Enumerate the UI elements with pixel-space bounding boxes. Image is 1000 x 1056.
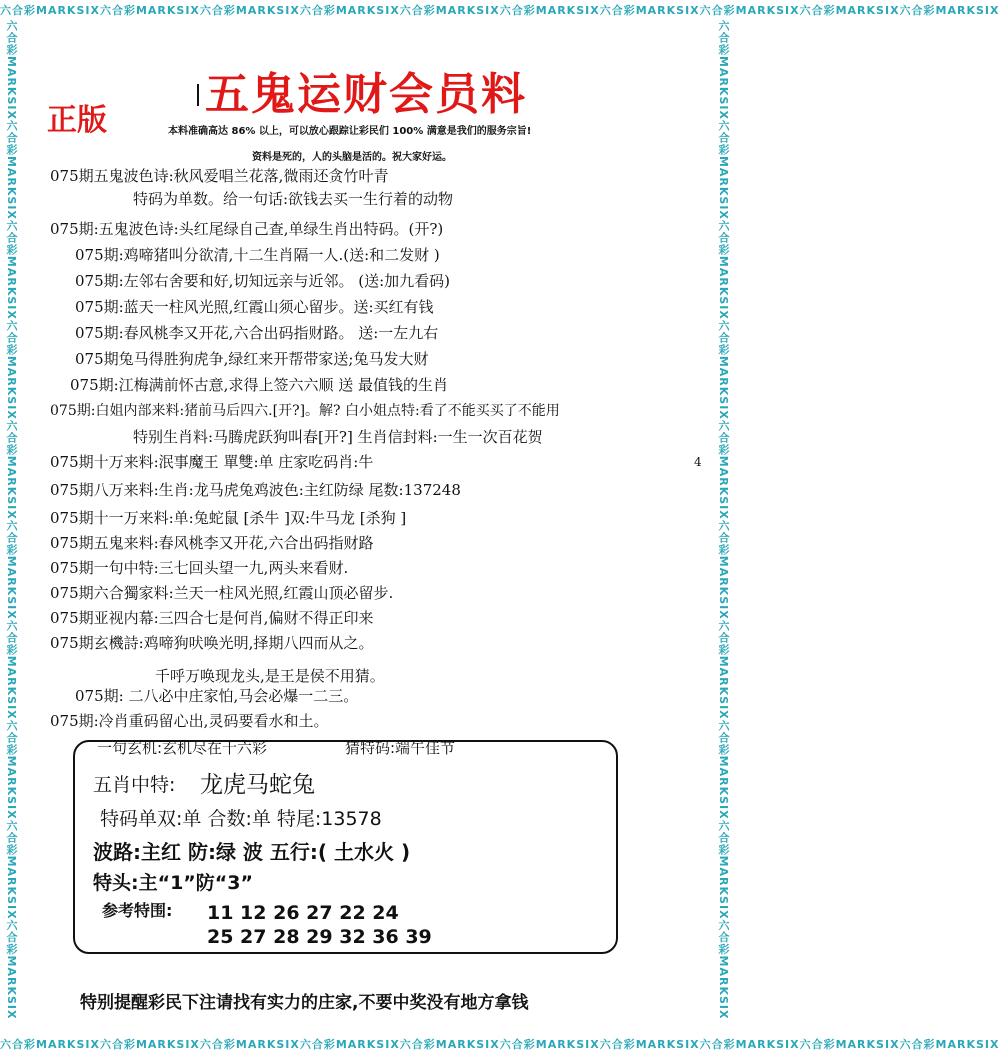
text-line: 特码为单数。给一句话:欲钱去买一生行着的动物: [133, 190, 454, 208]
frame-left-border: [0, 20, 20, 1036]
cankao-row-1: 11 12 26 27 22 24: [207, 902, 399, 924]
text-line: 特别生肖料:马腾虎跃狗叫春[开?] 生肖信封料:一生一次百花贺: [133, 428, 543, 446]
text-line: 075期兔马得胜狗虎争,绿红来开帮带家送;兔马发大财: [75, 350, 429, 368]
title-bar-mark: [197, 84, 199, 106]
subtitle-accuracy: 本料准确高达 86% 以上，可以放心跟踪让彩民们 100% 满意是我们的服务宗旨!: [168, 126, 532, 137]
frame-top-border: 六合彩MARKSIX六合彩MARKSIX六合彩MARKSIX六合彩MARKSIX六合彩MARKSIX六合彩MARKSIX六合彩MARKSIX六合彩MARKSIX六合彩MARKSIX六合彩MARKSIX: [0, 4, 1000, 17]
text-line: 075期:江梅满前怀古意,求得上签六六顺 送 最值钱的生肖: [70, 376, 448, 394]
text-line: 075期:五鬼波色诗:头红尾绿自己查,单绿生肖出特码。(开?): [50, 220, 444, 238]
text-line: 075期五鬼来料:春风桃李又开花,六合出码指财路: [50, 534, 374, 552]
bolu-wuxing: 波路:主红 防:绿 波 五行:( 土水火 ): [93, 840, 411, 864]
text-line: 075期:春风桃李又开花,六合出码指财路。 送:一左九右: [75, 324, 439, 342]
text-line: 千呼万唤现龙头,是王是侯不用猜。: [155, 667, 385, 685]
text-line: 075期六合獨家料:兰天一柱风光照,红霞山顶必留步.: [50, 584, 394, 602]
text-line: 075期八万来料:生肖:龙马虎兔鸡波色:主红防绿 尾数:137248: [50, 481, 461, 499]
subtitle-luck: 资料是死的，人的头脑是活的。祝大家好运。: [252, 152, 452, 163]
text-line: 075期:冷肖重码留心出,灵码要看水和土。: [50, 712, 329, 730]
text-line: 075期玄機詩:鸡啼狗吠唤光明,择期八四而从之。: [50, 634, 374, 652]
wuxiao-label: 五肖中特:: [93, 774, 176, 796]
text-line: 075期十一万来料:单:兔蛇鼠 [杀牛 ]双:牛马龙 [杀狗 ]: [50, 509, 407, 527]
page-number: 4: [694, 455, 702, 469]
wuxiao-value: 龙虎马蛇兔: [200, 772, 315, 798]
frame-right-border: [714, 20, 734, 1036]
page-title: 五鬼运财会员料: [205, 69, 527, 120]
authentic-badge: 正版: [47, 103, 107, 138]
frame-right-text: 六合彩MARKSIX六合彩MARKSIX六合彩MARKSIX六合彩MARKSIX六合彩MARKSIX六合彩MARKSIX六合彩MARKSIX六合彩MARKSIX六合彩MARKSIX六合彩MARKSIX: [717, 20, 730, 1020]
tema-danshuang: 特码单双:单 合数:单 特尾:13578: [100, 808, 382, 830]
text-line: 075期:蓝天一柱风光照,红霞山须心留步。送:买红有钱: [75, 298, 434, 316]
tetou: 特头:主“1”防“3”: [93, 872, 253, 894]
text-line: 075期一句中特:三七回头望一九,两头来看财.: [50, 559, 349, 577]
cai-tema: 猜特码:端午佳节: [345, 739, 456, 757]
text-line: 075期十万来料:泯事魔王 單雙:单 庄家吃码肖:牛: [50, 453, 374, 471]
text-line: 075期:左邻右舍要和好,切知远亲与近邻。 (送:加九看码): [75, 272, 450, 290]
text-line: 075期: 二八必中庄家怕,马会必爆一二三。: [75, 687, 359, 705]
cankao-row-2: 25 27 28 29 32 36 39: [207, 926, 432, 948]
text-line: 075期:鸡啼猪叫分欲清,十二生肖隔一人.(送:和二发财 ): [75, 246, 440, 264]
frame-bottom-border: 六合彩MARKSIX六合彩MARKSIX六合彩MARKSIX六合彩MARKSIX六合彩MARKSIX六合彩MARKSIX六合彩MARKSIX六合彩MARKSIX六合彩MARKSIX六合彩MARKSIX: [0, 1038, 1000, 1051]
text-line: 075期亚视内幕:三四合七是何肖,偏财不得正印来: [50, 609, 374, 627]
frame-left-text: 六合彩MARKSIX六合彩MARKSIX六合彩MARKSIX六合彩MARKSIX六合彩MARKSIX六合彩MARKSIX六合彩MARKSIX六合彩MARKSIX六合彩MARKSIX六合彩MARKSIX: [5, 20, 18, 1020]
yiju-xuanji: 一句玄机:玄机尽在十六彩: [97, 739, 268, 757]
text-line: 075期五鬼波色诗:秋风爱唱兰花落,微雨还贪竹叶青: [50, 167, 389, 185]
cankao-label: 参考特围:: [102, 901, 173, 920]
prediction-box: [73, 740, 618, 954]
footer-warning: 特别提醒彩民下注请找有实力的庄家,不要中奖没有地方拿钱: [80, 993, 529, 1013]
text-line: 075期:白姐内部来料:猪前马后四六.[开?]。解? 白小姐点特:看了不能买买了不能用: [50, 403, 560, 419]
